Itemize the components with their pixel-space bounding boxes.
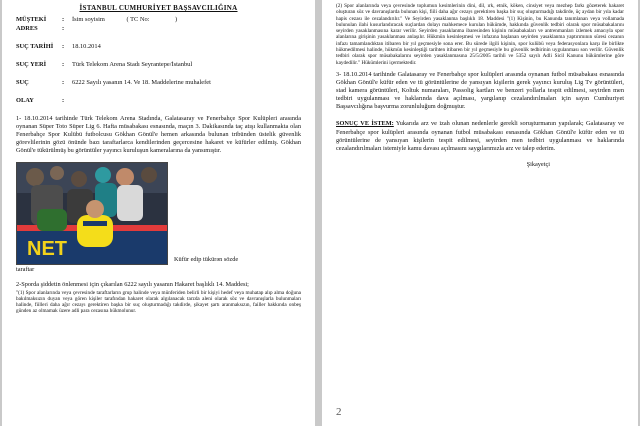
paragraph-2-quote: "(1) Spor alanlarında veya çevresinde taraftarların grup halinde veya münferiden belirli bir kişiyi hedef veya muhatap alıp alma doğuna bakılmaksızın duyan veya gören kişiler tarafından hakaret olarak algılanacak tarzda aleni olarak söz ve davranışlarla bulunmaları halinde, fiilleri daha ağır cezayı gerektiren başka bir suç oluşturmadığı takdirde, şikayet şartı aranmaksızın, failler hakkında onbeş günden az olmamak üzere adli para cezasına hükmolunur.: [16, 289, 301, 315]
adres-label: ADRES: [16, 25, 38, 32]
sonuc-text: Yukarıda arz ve izah olunan nedenlerle gerekli soruşturmanın yapılarak; Galatasaray ve Fenerbahçe spor kulüpleri arasında oynanan futbol müsabakası esnasında Gökhan Gönül'e küfür eden ve tü görüntülerine de yansıyan kişilerin tespit edilmesi, seyirden men tedbiri uygulanması ve haklarında cezalandırılmaları istemiyle kamu davası açılmasını saygılarımızla arz ve talep ederim.: [336, 120, 624, 152]
suc-value: 6222 Sayılı yasanın 14. Ve 18. Maddelerine muhalefet: [72, 79, 211, 86]
conclusion-paragraph: [336, 120, 624, 152]
page-number: 2: [336, 406, 342, 418]
photo-section: [16, 162, 301, 265]
photo-caption-continued: taraftar: [16, 266, 35, 274]
suc-label: SUÇ: [16, 79, 29, 86]
stadium-photo: [16, 162, 168, 265]
paragraph-1: 1- 18.10.2014 tarihinde Türk Telekom Arena Stadında, Galatasaray ve Fenerbahçe Spor Kulüpleri arasında oynanan Süper Toto Süper Lig 6. Hafta müsabakası esnasında, maçın 3. Dakikasında taç atışı kullanmakta olan Fenerbahçe Spor Kulübü futbolcusu Gökhan Gönül'e hemen arkasında bulunan tribünden üstelik güvenlik görevlilerinin gözü önünde bazı taraftarlarca kendilerinden geçercesine hakaret ve küfürler edilmiş. Gökhan Gönül'e tükürülmüş bu görüntüler yayıncı kuruluşun kameralarına da yansımıştır.: [16, 115, 301, 155]
svg-text:NET: NET: [27, 238, 67, 261]
field-musteki: MÜŞTEKİ : İsim soyisim ( TC No: ): [16, 16, 178, 23]
field-suc: SUÇ : 6222 Sayılı yasanın 14. Ve 18. Maddelerine muhalefet: [16, 79, 301, 86]
suc-tarihi-label: SUÇ TARİHİ: [16, 43, 54, 50]
paragraph-2-intro: 2-Sporda şiddetin önlenmesi için çıkarılan 6222 sayılı yasanın Hakaret başlıklı 14. Maddesi;: [16, 281, 249, 289]
law-quote-continued: (2) Spor alanlarında veya çevresinde toplumun kesimlerinin dini, dil, ırk, etnik, köken, cinsiyet veya mezhep farkı gözeterek hakaret oluşturan söz ve davranışlarda bulunan kişi, fiili daha ağır cezayı gerektiren başka bir suç oluşturmadığı takdirde, üç aydan bir yıla kadar hapis cezası ile cezalandırılır." Ve Seyirden yasaklanma başlıklı 18. Maddesi "(1) Kişinin, bu Kanunda tanımlanan veya vollamada bulunulan ilahi kusurlandıracak suçlardan dolayı mahkemece kurulan hükümde, hakkında güvenlik tedbiri olarak spor müsabakalarını seyirden yasaklanmasına karar verilir. Seyirden yasaklanma ibaresinden kişinin müsabakaları ve antrenmanları izlemek amacıyla spor alanlarına girişinin yasaklanması anlaşılır. Hükmün kesinleşmesi ve infazına başlanan seyirden yasaklanma yaptırımının süresi cezanın infazı tamamlandıktan itibaren bir yıl geçmesiyle sona erer. Bu sürede ilgili kişinin, spor kulübü veya federasyonlara karşı ile birlikte hükmedilmesi halinde, hükmün kesinleştiği tarihten itibaren bir yıl geçmesiyle bu güvenlik tedbirinin uygulanması son verilir. Güvenlik tedbiri olarak spor müsabakalarını seyirden yasaklanmasına 25/5/2005 tarihli ve 5352 sayılı Adli Sicil Kanunu hükümlerine göre kaydedilir." Hükümlerini içermektedir.: [336, 3, 624, 66]
suc-yeri-label: SUÇ YERİ: [16, 61, 47, 68]
photo-caption: Küfür edip tükürən sözde: [174, 256, 239, 264]
suc-yeri-value: Türk Telekom Arena Stadı Seyrantepe/İstanbul: [72, 61, 193, 68]
document-page-1: [2, 0, 315, 426]
sonuc-label: SONUÇ VE İSTEM:: [336, 120, 394, 128]
signature-label: Şikayetçi: [526, 160, 550, 168]
field-suc-yeri: SUÇ YERİ : Türk Telekom Arena Stadı Seyrantepe/İstanbul: [16, 61, 301, 68]
field-suc-tarihi: SUÇ TARİHİ : 18.10.2014: [16, 43, 301, 50]
olay-label: OLAY: [16, 97, 34, 104]
musteki-value: İsim soyisim: [72, 16, 105, 23]
musteki-label: MÜŞTEKİ: [16, 16, 47, 23]
tc-close: ): [175, 16, 178, 23]
suc-tarihi-value: 18.10.2014: [72, 43, 101, 50]
paragraph-3: 3- 18.10.2014 tarihinde Galatasaray ve Fenerbahçe spor kulüpleri arasında oynanan futbol müsabakası esnasında Gökhan Gönül'e küfür eden ve tü görüntülerine de yansıyan kişilerin gerek yayıncı kuruluş Lig Tv görüntüleri, stad kamera görüntüleri, Koltuk numaraları, Passolig kartları ve benzeri yollarla tespit edilmesi, seyirden men tedbiri uygulanması ve haklarında dava açılması, yargılanıp cezalandırılmaları için sayın Cumhuriyet Başsavcılığına başvurma zorunluluğum doğmuştur.: [336, 70, 624, 111]
stadium-photo-illustration: [17, 163, 167, 264]
field-olay: OLAY :: [16, 97, 65, 104]
document-page-2: [322, 0, 638, 426]
document-title: İSTANBUL CUMHURİYET BAŞSAVCILIĞINA: [79, 4, 238, 12]
tc-label: ( TC No:: [126, 16, 150, 23]
field-adres: ADRES :: [16, 25, 65, 32]
